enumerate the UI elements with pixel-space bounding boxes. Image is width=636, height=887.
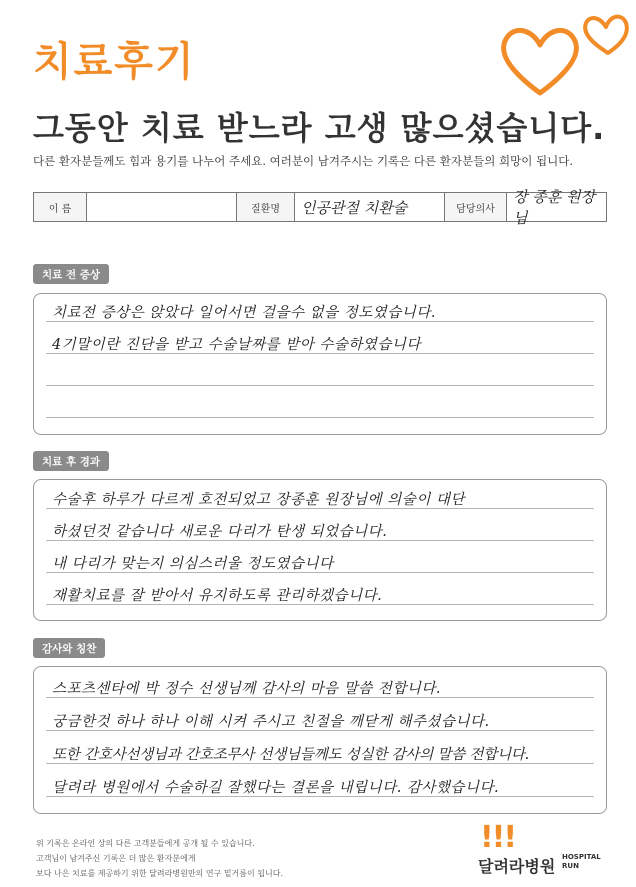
handwritten-line: 또한 간호사선생님과 간호조무사 선생님들께도 성실한 감사의 말씀 전합니다.: [52, 747, 530, 763]
logo-mark-icon: !!!: [480, 820, 516, 855]
handwritten-line: 스포츠센타에 박 정수 선생님께 감사의 마음 말씀 전합니다.: [52, 681, 442, 697]
handwritten-line: 수술후 하루가 다르게 호전되었고 장종훈 원장님에 의술이 대단: [52, 492, 465, 508]
doctor-field[interactable]: 장 종훈 원장님: [506, 193, 606, 221]
disease-field[interactable]: 인공관절 치환술: [294, 193, 444, 221]
logo-english: HOSPITAL RUN: [562, 853, 601, 870]
headline: 그동안 치료 받느라 고생 많으셨습니다.: [33, 109, 606, 147]
handwritten-line: 내 다리가 맞는지 의심스러울 정도였습니다: [52, 556, 334, 572]
footer-note: 위 기록은 온라인 상의 다른 고객분들에게 공개 될 수 있습니다. 고객님이 남겨주신 기록은 더 많은 환자분에게 보다 나은 치료를 제공하기 위한 달려라병원만의 연구 밑거름이 됩니다.: [36, 839, 283, 878]
section-label-thanks: 감사와 칭찬: [33, 638, 105, 658]
hospital-logo: [478, 820, 628, 880]
subtitle: 다른 환자분들께도 힘과 용기를 나누어 주세요. 여러분이 남겨주시는 기록은 다른 환자분들의 희망이 됩니다.: [33, 154, 573, 168]
handwritten-line: 치료전 증상은 앉았다 일어서면 걸을수 없을 정도였습니다.: [52, 305, 436, 321]
disease-label: 질환명: [236, 193, 294, 221]
patient-info-row: [33, 188, 607, 227]
page-title: 치료후기: [33, 39, 196, 85]
after-treatment-box: [33, 479, 607, 621]
name-field[interactable]: [86, 193, 236, 221]
handwritten-line: 하셨던것 같습니다 새로운 다리가 탄생 되었습니다.: [52, 524, 388, 540]
logo-text: 달려라병원: [478, 857, 556, 876]
handwritten-line: 궁금한것 하나 하나 이해 시켜 주시고 친절을 깨닫게 해주셨습니다.: [52, 714, 490, 730]
section-label-after-treatment: 치료 후 경과: [33, 451, 109, 471]
before-treatment-box: [33, 293, 607, 435]
hearts-decoration-icon: [490, 5, 630, 105]
handwritten-line: 재활치료를 잘 받아서 유지하도록 관리하겠습니다.: [52, 588, 383, 604]
handwritten-line: 4기말이란 진단을 받고 수술날짜를 받아 수술하였습니다: [52, 337, 421, 353]
thanks-box: [33, 666, 607, 814]
name-label: 이 름: [34, 193, 86, 221]
section-label-before-treatment: 치료 전 증상: [33, 264, 109, 284]
handwritten-line: 달려라 병원에서 수술하길 잘했다는 결론을 내립니다. 감사했습니다.: [52, 780, 500, 796]
doctor-label: 담당의사: [444, 193, 506, 221]
